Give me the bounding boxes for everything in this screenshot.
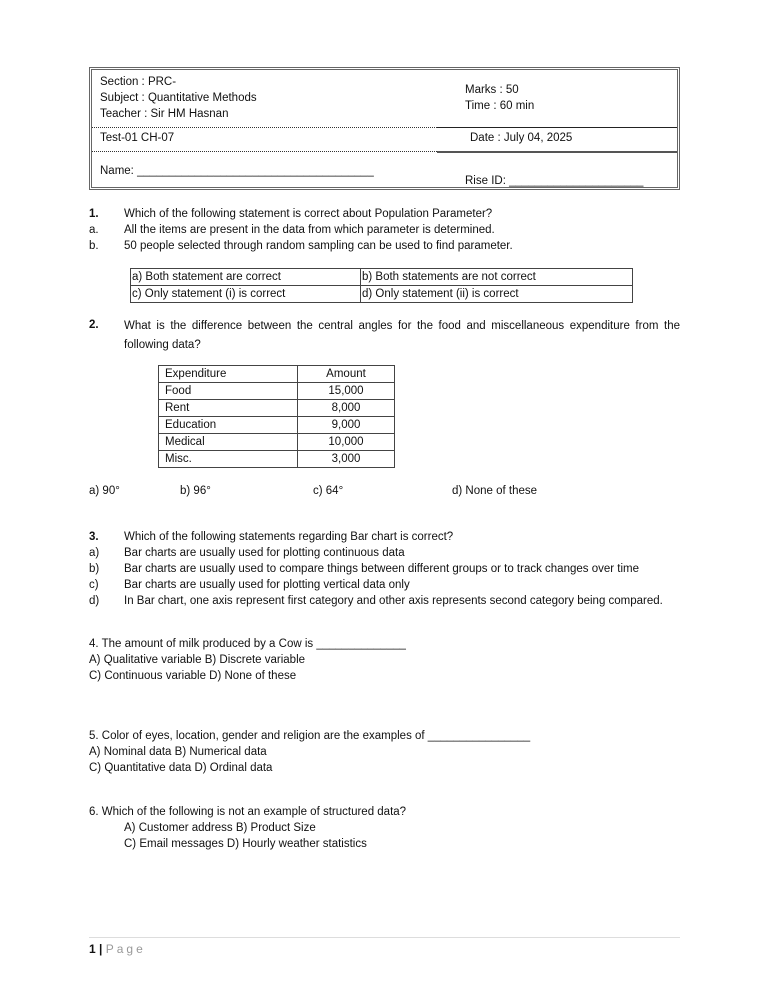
marks-label: Marks : 50 — [465, 84, 519, 96]
option-d[interactable]: d) Only statement (ii) is correct — [361, 286, 633, 303]
question-2 — [89, 317, 680, 355]
time-label: Time : 60 min — [465, 100, 535, 112]
subject-label: Subject : Quantitative Methods — [100, 92, 257, 104]
q5-options-line-1[interactable]: A) Nominal data B) Numerical data — [89, 746, 267, 758]
column-header: Expenditure — [159, 366, 298, 383]
table-row — [131, 286, 633, 303]
expenditure-cell: Rent — [159, 400, 298, 417]
q3-option-b[interactable] — [89, 561, 663, 577]
question-number: 1. — [89, 208, 99, 220]
page-separator: | — [99, 942, 103, 956]
option-text: Bar charts are usually used for plotting vertical data only — [124, 579, 410, 591]
q3-option-a[interactable] — [89, 545, 663, 561]
question-5 — [89, 728, 530, 776]
footer-divider — [89, 937, 680, 938]
table-row — [159, 434, 395, 451]
q3-option-c[interactable] — [89, 577, 663, 593]
option-label: b) — [89, 563, 100, 575]
rise-id-field[interactable]: Rise ID: _____________________ — [465, 175, 644, 187]
statement-label: b. — [89, 240, 99, 252]
page-footer — [89, 942, 146, 956]
question-text: 4. The amount of milk produced by a Cow is ______________ — [89, 638, 406, 650]
page-number: 1 — [89, 942, 96, 956]
q3-option-d[interactable] — [89, 593, 663, 609]
table-header-row — [159, 366, 395, 383]
q2-option-c[interactable]: c) 64° — [313, 485, 344, 497]
question-text: 5. Color of eyes, location, gender and religion are the examples of ________________ — [89, 730, 531, 742]
header-row-name — [92, 152, 677, 188]
q2-option-d[interactable]: d) None of these — [452, 485, 538, 497]
option-label: a) — [89, 547, 100, 559]
statement-text: 50 people selected through random sampling can be used to find parameter. — [124, 240, 513, 252]
option-text: Bar charts are usually used for plotting continuous data — [124, 547, 405, 559]
section-label: Section : PRC- — [100, 76, 177, 88]
q2-option-b[interactable]: b) 96° — [180, 485, 211, 497]
question-text: What is the difference between the central angles for the food and miscellaneous expenditure from the following data? — [124, 320, 680, 351]
q6-options-line-2[interactable]: C) Email messages D) Hourly weather statistics — [124, 838, 367, 850]
column-header: Amount — [298, 366, 395, 383]
expenditure-cell: Medical — [159, 434, 298, 451]
expenditure-table — [158, 365, 395, 468]
option-c[interactable]: c) Only statement (i) is correct — [131, 286, 361, 303]
amount-cell: 9,000 — [298, 417, 395, 434]
expenditure-cell: Education — [159, 417, 298, 434]
date-label: Date : July 04, 2025 — [470, 132, 573, 144]
table-row — [159, 383, 395, 400]
expenditure-cell: Misc. — [159, 451, 298, 468]
option-label: c) — [89, 579, 99, 591]
header-row-test — [92, 127, 677, 152]
page-label: Page — [105, 942, 146, 956]
option-label: d) — [89, 595, 100, 607]
q6-options-line-1[interactable]: A) Customer address B) Product Size — [124, 822, 316, 834]
question-3 — [89, 529, 663, 609]
expenditure-cell: Food — [159, 383, 298, 400]
amount-cell: 15,000 — [298, 383, 395, 400]
exam-header-box — [89, 67, 680, 190]
question-text: Which of the following statements regarding Bar chart is correct? — [124, 531, 454, 543]
test-label: Test-01 CH-07 — [100, 132, 175, 144]
name-field[interactable]: Name: _____________________________________ — [100, 165, 374, 177]
option-a[interactable]: a) Both statement are correct — [131, 269, 361, 286]
q4-options-line-1[interactable]: A) Qualitative variable B) Discrete variable — [89, 654, 306, 666]
header-row-info — [92, 70, 677, 127]
statement-label: a. — [89, 224, 99, 236]
table-row — [131, 269, 633, 286]
question-1 — [89, 206, 513, 254]
question-4 — [89, 636, 406, 684]
question-6 — [89, 804, 406, 852]
option-text: In Bar chart, one axis represent first category and other axis represents second category being compared. — [124, 595, 663, 607]
q1-options-table — [130, 268, 633, 303]
teacher-label: Teacher : Sir HM Hasnan — [100, 108, 229, 120]
question-number: 3. — [89, 531, 99, 543]
option-text: Bar charts are usually used to compare things between different groups or to track changes over time — [124, 563, 640, 575]
table-row — [159, 400, 395, 417]
amount-cell: 10,000 — [298, 434, 395, 451]
statement-text: All the items are present in the data from which parameter is determined. — [124, 224, 495, 236]
table-row — [159, 451, 395, 468]
question-text: Which of the following statement is correct about Population Parameter? — [124, 208, 493, 220]
amount-cell: 3,000 — [298, 451, 395, 468]
question-number: 2. — [89, 319, 99, 331]
option-b[interactable]: b) Both statements are not correct — [361, 269, 633, 286]
q4-options-line-2[interactable]: C) Continuous variable D) None of these — [89, 670, 297, 682]
question-text: 6. Which of the following is not an example of structured data? — [89, 806, 407, 818]
amount-cell: 8,000 — [298, 400, 395, 417]
q2-option-a[interactable]: a) 90° — [89, 485, 120, 497]
q5-options-line-2[interactable]: C) Quantitative data D) Ordinal data — [89, 762, 273, 774]
table-row — [159, 417, 395, 434]
